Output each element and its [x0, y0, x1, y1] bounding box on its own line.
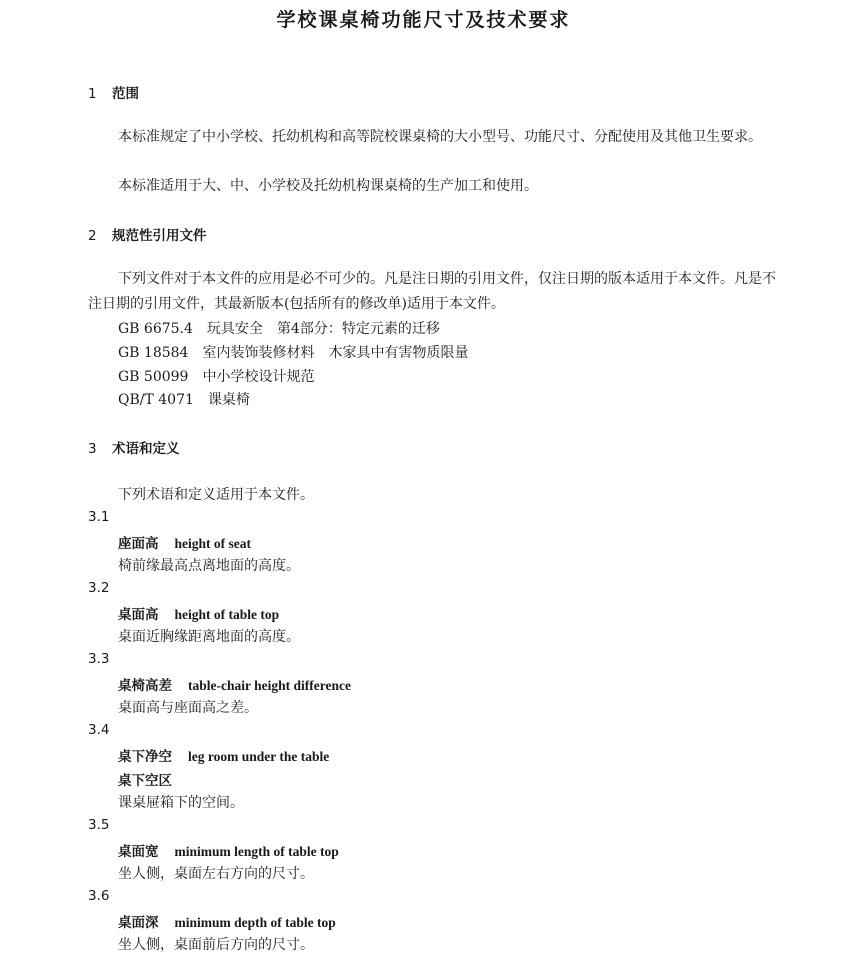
section-2-heading	[88, 224, 207, 244]
reference-title: 玩具安全 第4部分：特定元素的迁移	[206, 321, 440, 337]
reference-title: 室内装饰装修材料 木家具中有害物质限量	[202, 345, 469, 361]
term-english: leg room under the table	[188, 749, 330, 764]
reference-item	[118, 318, 440, 338]
section-2-paragraph-1: 下列文件对于本文件的应用是必不可少的。凡是注日期的引用文件，仅注日期的版本适用于本文件。凡是不注日期的引用文件，其最新版本(包括所有的修改单)适用于本文件。	[88, 271, 776, 312]
term-chinese-alt: 桌下空区	[118, 773, 172, 789]
term-english: minimum depth of table top	[174, 915, 336, 930]
term-chinese: 座面高	[118, 536, 159, 552]
document-title: 学校课桌椅功能尺寸及技术要求	[276, 9, 571, 31]
term-english: height of seat	[174, 536, 251, 551]
reference-item	[118, 342, 468, 362]
reference-code: GB 50099	[118, 369, 189, 385]
term-chinese: 桌下净空	[118, 749, 172, 765]
term-number: 3.5	[88, 817, 110, 833]
term-heading	[118, 603, 279, 623]
term-definition: 桌面高与座面高之差。	[118, 700, 258, 716]
term-definition: 课桌屉箱下的空间。	[118, 795, 244, 811]
term-chinese: 桌面宽	[118, 844, 159, 860]
term-definition: 桌面近胸缘距离地面的高度。	[118, 629, 300, 645]
term-definition: 坐人侧，桌面左右方向的尺寸。	[118, 866, 314, 882]
term-heading	[118, 674, 351, 694]
term-chinese: 桌椅高差	[118, 678, 172, 694]
term-heading	[118, 911, 336, 931]
term-english: minimum length of table top	[174, 844, 339, 859]
term-english: table-chair height difference	[188, 678, 351, 693]
section-1-paragraph-2: 本标准适用于大、中、小学校及托幼机构课桌椅的生产加工和使用。	[118, 178, 538, 194]
term-heading	[118, 532, 251, 552]
section-title: 术语和定义	[112, 441, 180, 457]
term-definition: 椅前缘最高点离地面的高度。	[118, 558, 300, 574]
term-heading	[118, 840, 339, 860]
reference-code: QB/T 4071	[118, 392, 194, 408]
reference-item	[118, 389, 250, 409]
term-english: height of table top	[174, 607, 280, 622]
term-heading	[118, 745, 329, 765]
section-number: 3	[88, 441, 97, 457]
section-3-heading	[88, 437, 180, 457]
term-number: 3.1	[88, 509, 110, 525]
term-alternative	[118, 769, 172, 789]
reference-code: GB 18584	[118, 345, 189, 361]
term-number: 3.6	[88, 888, 110, 904]
section-title: 范围	[112, 86, 139, 102]
section-number: 1	[88, 86, 97, 102]
term-number: 3.2	[88, 580, 110, 596]
reference-title: 中小学校设计规范	[202, 369, 315, 385]
section-3-intro: 下列术语和定义适用于本文件。	[118, 487, 314, 503]
section-number: 2	[88, 228, 97, 244]
reference-title: 课桌椅	[207, 392, 250, 408]
term-definition: 坐人侧，桌面前后方向的尺寸。	[118, 937, 314, 953]
section-1-heading	[88, 82, 139, 102]
section-1-paragraph-1: 本标准规定了中小学校、托幼机构和高等院校课桌椅的大小型号、功能尺寸、分配使用及其他卫生要求。	[118, 129, 762, 145]
term-number: 3.4	[88, 722, 110, 738]
reference-code: GB 6675.4	[118, 321, 193, 337]
term-chinese: 桌面深	[118, 915, 159, 931]
term-number: 3.3	[88, 651, 110, 667]
section-title: 规范性引用文件	[112, 228, 207, 244]
reference-item	[118, 366, 314, 386]
term-chinese: 桌面高	[118, 607, 159, 623]
